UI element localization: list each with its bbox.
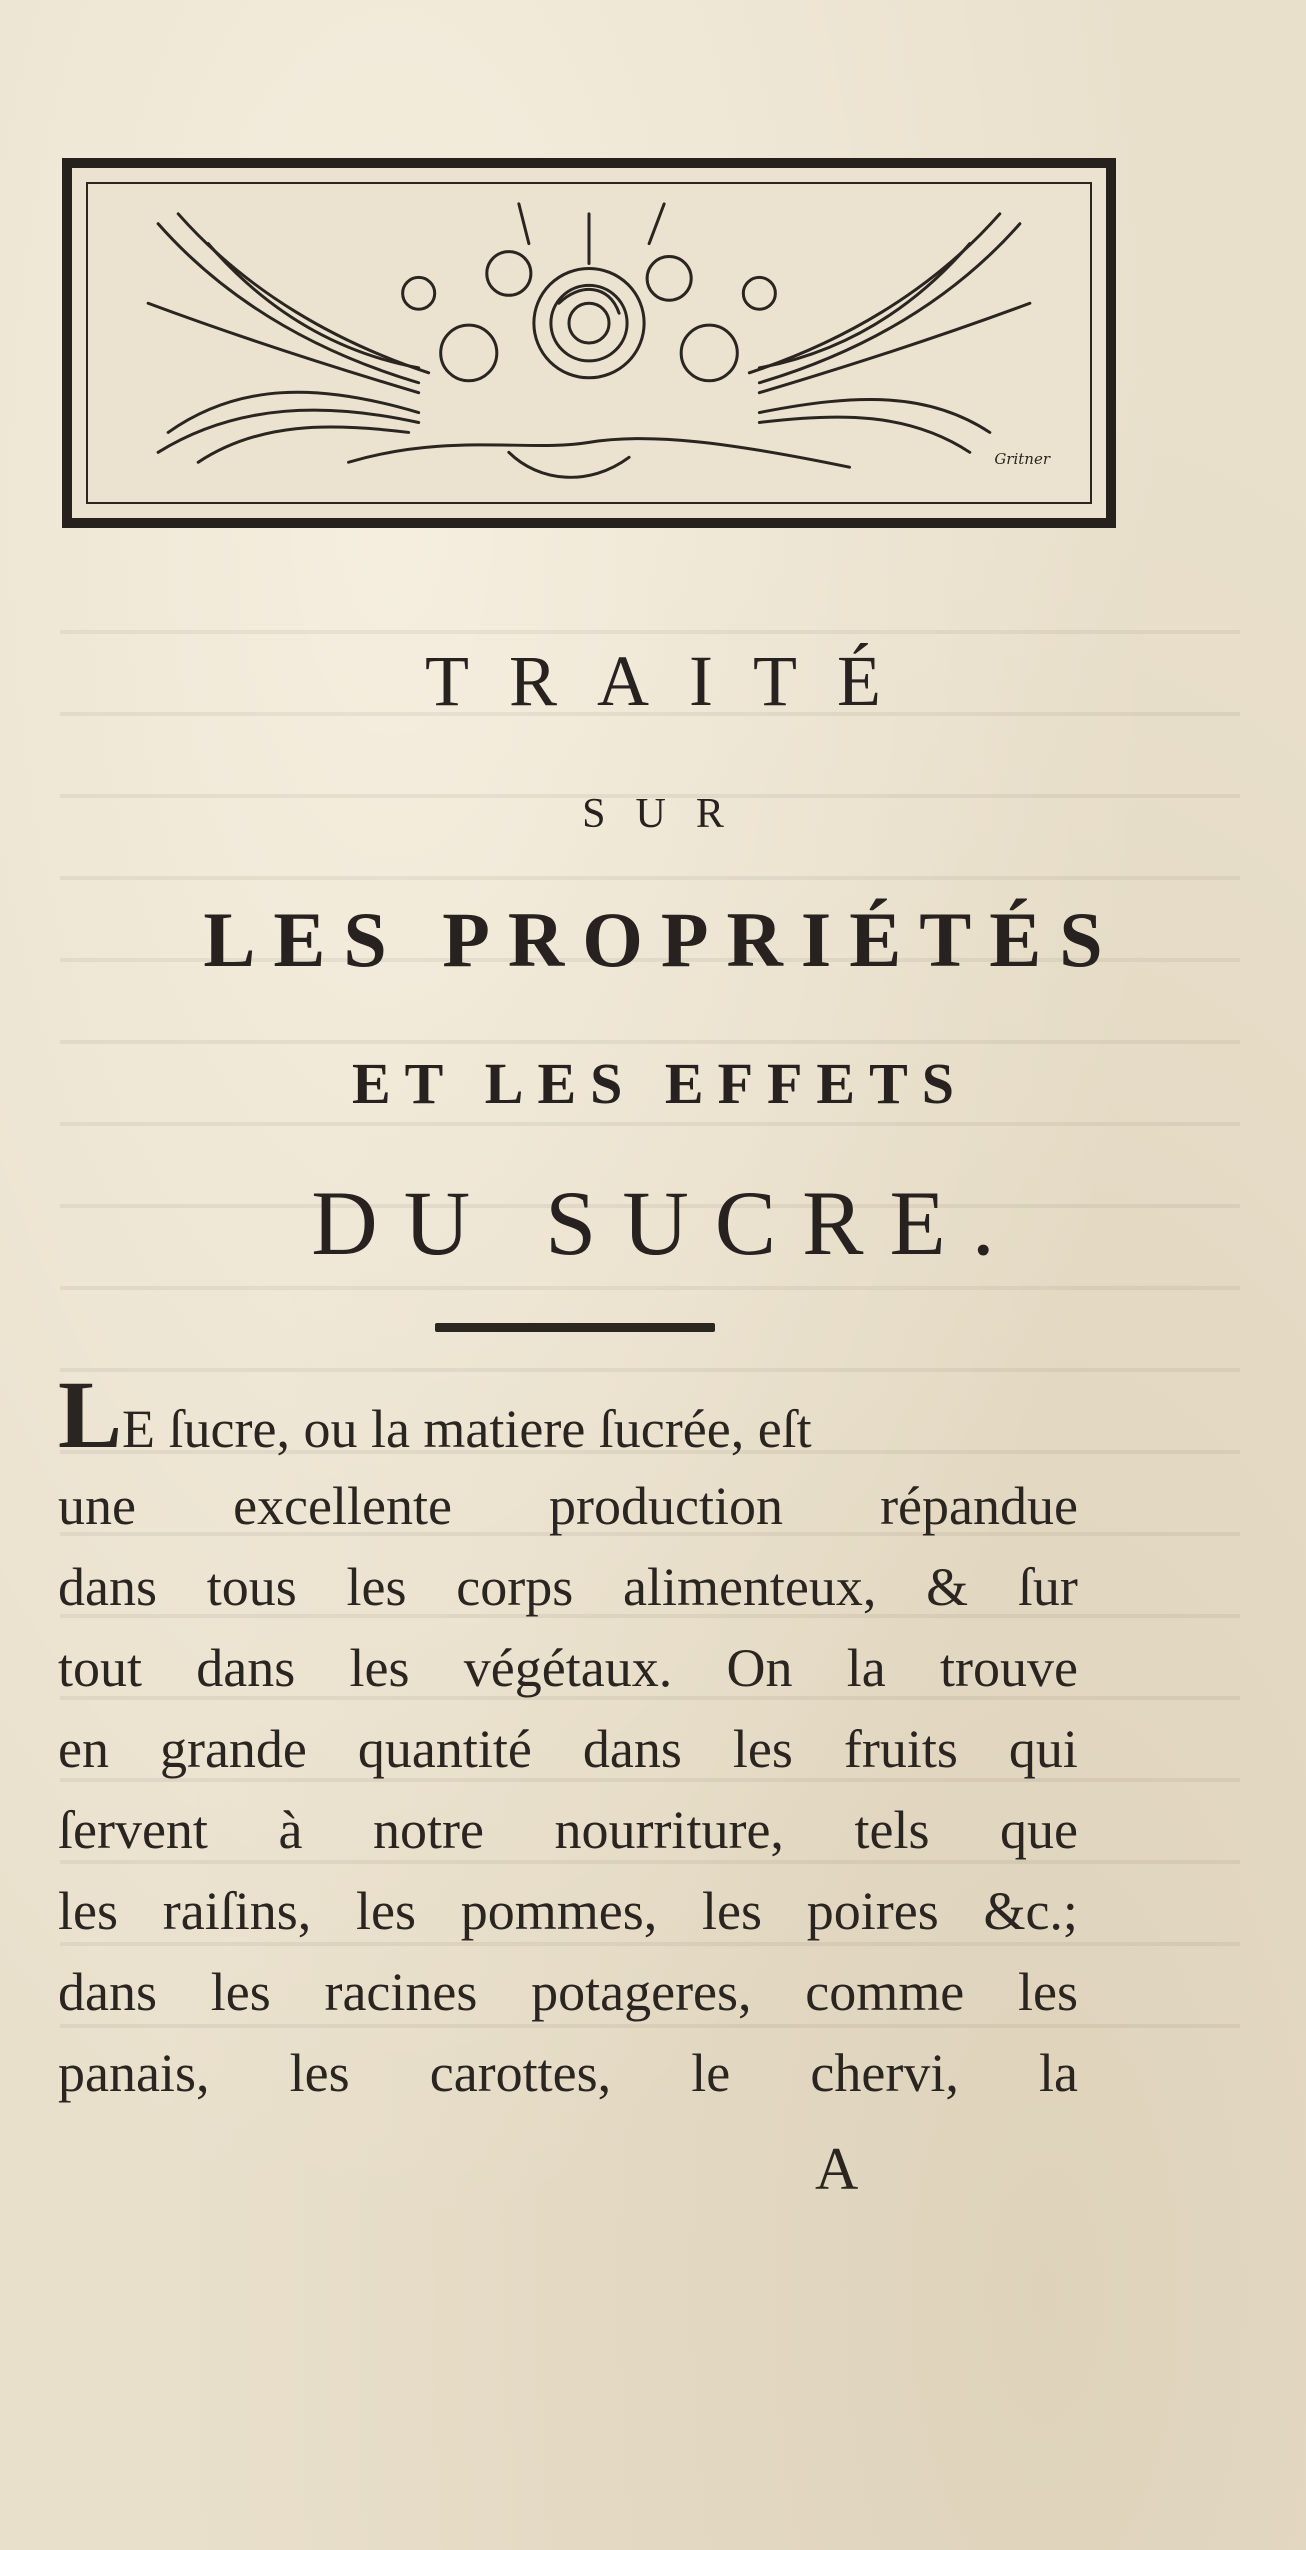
word: tous — [206, 1557, 297, 1617]
body-line — [58, 1790, 1078, 1871]
word: dans — [58, 1962, 157, 2022]
body-first-line — [58, 1361, 1078, 1468]
word: trouve — [939, 1638, 1078, 1698]
word: dans — [58, 1557, 157, 1617]
word: que — [1000, 1800, 1078, 1860]
word: dans — [582, 1719, 682, 1779]
word: répandue — [880, 1476, 1078, 1536]
word: carottes, — [429, 2043, 612, 2103]
word: les — [355, 1881, 416, 1941]
word: alimenteux, — [622, 1557, 877, 1617]
body-line — [58, 1952, 1078, 2033]
word: tels — [854, 1800, 930, 1860]
word: chervi, — [810, 2043, 959, 2103]
word: comme — [805, 1962, 965, 2022]
body-line — [58, 1547, 1078, 1628]
word: production — [549, 1476, 783, 1536]
word: les — [349, 1638, 410, 1698]
title-line-sur: SUR — [582, 791, 754, 837]
word: tout — [58, 1638, 143, 1698]
word: dans — [196, 1638, 296, 1698]
word: la — [846, 1638, 886, 1698]
first-line-content — [58, 1361, 812, 1470]
word: les — [346, 1557, 407, 1617]
word: en — [58, 1719, 109, 1779]
word: poires — [806, 1881, 939, 1941]
ornament-inner-border — [86, 182, 1092, 504]
floral-ornament-headpiece — [62, 158, 1116, 528]
title-divider-rule — [435, 1323, 715, 1332]
word: notre — [373, 1800, 484, 1860]
drop-cap: L — [58, 1361, 123, 1468]
title-line-effets: ET LES EFFETS — [351, 1051, 969, 1116]
title-line-traite: TRAITÉ — [425, 641, 921, 721]
first-line-rest: E ſucre, ou la matiere ſucrée, eſt — [122, 1399, 812, 1459]
title-line-proprietes: LES PROPRIÉTÉS — [203, 896, 1121, 983]
word: les — [289, 2043, 350, 2103]
floral-engraving — [88, 184, 1090, 502]
word: quantité — [357, 1719, 532, 1779]
word: fruits — [843, 1719, 958, 1779]
body-line — [58, 1709, 1078, 1790]
engraver-signature: Gritner — [994, 450, 1050, 468]
word: qui — [1008, 1719, 1078, 1779]
signature-mark: A — [815, 2136, 859, 2202]
word: les — [732, 1719, 793, 1779]
word: pommes, — [460, 1881, 658, 1941]
word: ſur — [1017, 1557, 1078, 1617]
word: la — [1038, 2043, 1078, 2103]
body-line — [58, 1628, 1078, 1709]
word: corps — [456, 1557, 574, 1617]
word: nourriture, — [554, 1800, 784, 1860]
title-line-sucre: DU SUCRE. — [311, 1172, 1021, 1274]
word: les — [701, 1881, 762, 1941]
body-line — [58, 1871, 1078, 1952]
word: grande — [159, 1719, 307, 1779]
body-line — [58, 1466, 1078, 1547]
word: ſervent — [58, 1800, 208, 1860]
word: le — [691, 2043, 731, 2103]
word: panais, — [58, 2043, 210, 2103]
word: On — [726, 1638, 793, 1698]
word: une — [58, 1476, 136, 1536]
word: à — [278, 1800, 303, 1860]
word: &c.; — [983, 1881, 1078, 1941]
body-line — [58, 2033, 1078, 2114]
word: excellente — [233, 1476, 452, 1536]
word: racines — [324, 1962, 478, 2022]
word: les — [210, 1962, 271, 2022]
word: les — [58, 1881, 118, 1941]
word: les — [1018, 1962, 1078, 2022]
word: potageres, — [531, 1962, 752, 2022]
word: & — [926, 1557, 969, 1617]
body-paragraph — [58, 1361, 1078, 2114]
word: raiſins, — [162, 1881, 312, 1941]
word: végétaux. — [463, 1638, 673, 1698]
